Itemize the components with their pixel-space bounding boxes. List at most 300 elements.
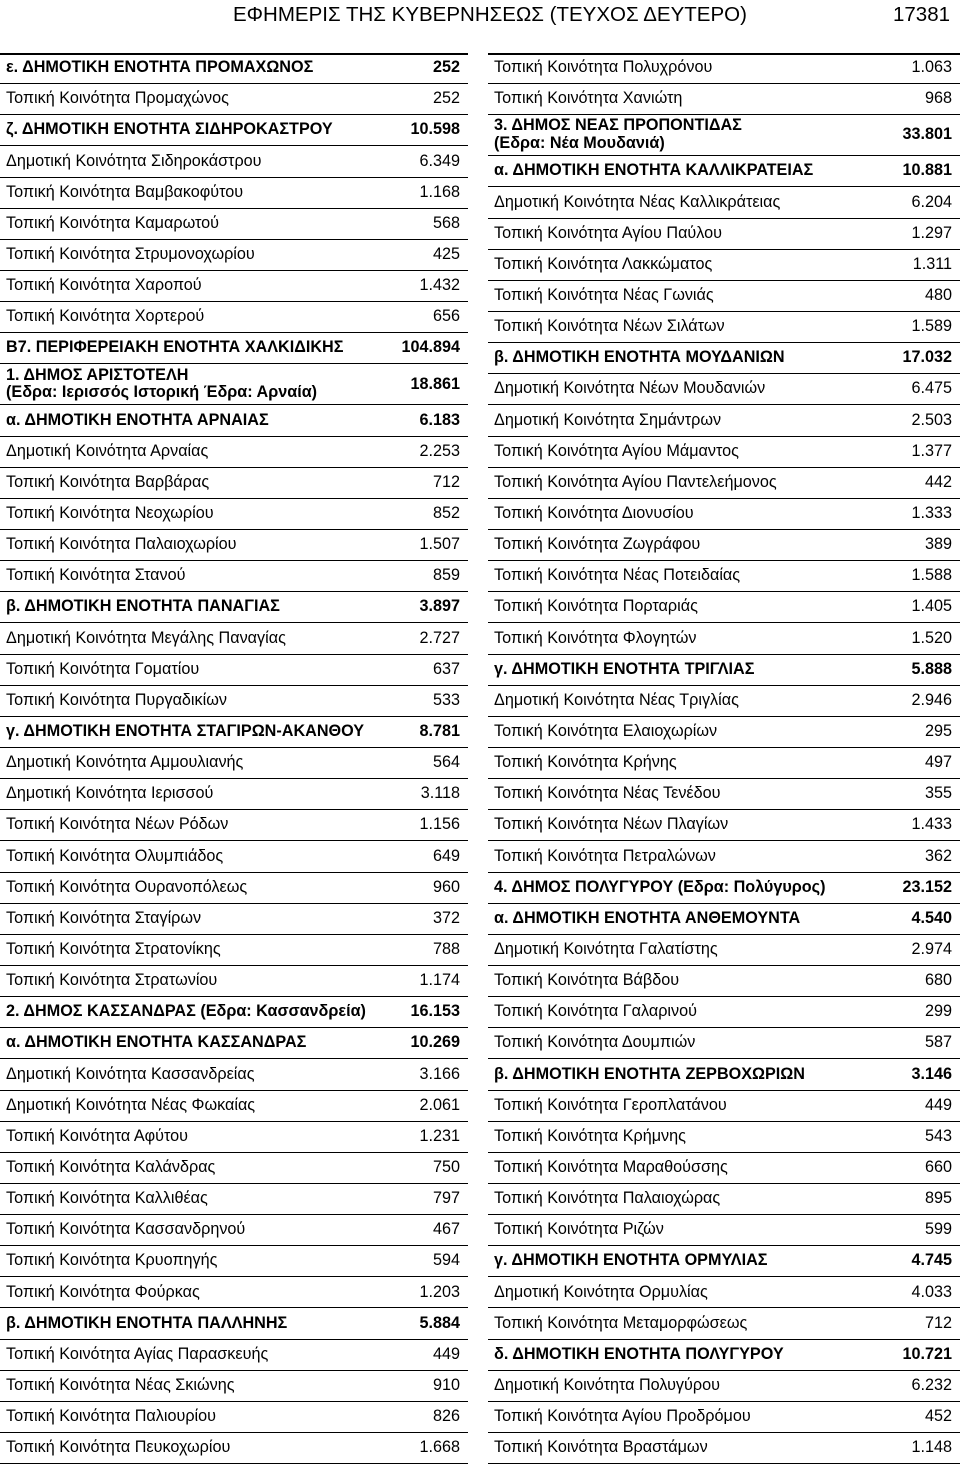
area-name (0, 810, 376, 841)
area-name-text: Τοπική Κοινότητα Παλαιοχωρίου (6, 535, 237, 554)
table-row (0, 467, 468, 498)
population-value: 5.888 (874, 654, 960, 685)
area-name (0, 716, 376, 747)
area-name-text: Δημοτική Κοινότητα Νέας Τριγλίας (494, 690, 739, 709)
table-row (0, 239, 468, 270)
population-value: 6.183 (376, 405, 468, 436)
population-value: 712 (874, 1308, 960, 1339)
area-name-text: β. ΔΗΜΟΤΙΚΗ ΕΝΟΤΗΤΑ ΠΑΛΛΗΝΗΣ (6, 1313, 288, 1332)
table-row (488, 467, 960, 498)
area-name (488, 1339, 874, 1370)
area-name (488, 1090, 874, 1121)
population-value: 299 (874, 997, 960, 1028)
area-name-text: Τοπική Κοινότητα Νέας Γωνιάς (494, 286, 714, 304)
table-row (488, 436, 960, 467)
area-name-text: Τοπική Κοινότητα Νέας Ποτειδαίας (494, 566, 741, 585)
table-row (0, 1433, 468, 1464)
table-row (0, 302, 468, 333)
area-name (488, 685, 874, 716)
table-row (0, 965, 468, 996)
population-value: 16.153 (376, 997, 468, 1028)
area-name (488, 592, 874, 623)
table-row (488, 405, 960, 436)
area-name (488, 841, 874, 872)
population-value: 3.146 (874, 1059, 960, 1090)
table-row (0, 1308, 468, 1339)
table-row (0, 1277, 468, 1308)
area-name (0, 1059, 376, 1090)
population-value: 656 (376, 302, 468, 333)
population-value: 599 (874, 1215, 960, 1246)
area-name (0, 529, 376, 560)
area-name (0, 1246, 376, 1277)
area-name (488, 1433, 874, 1464)
table-row (488, 529, 960, 560)
area-name (0, 84, 376, 115)
area-name (488, 1370, 874, 1401)
population-value: 1.520 (874, 623, 960, 654)
table-row (488, 1059, 960, 1090)
population-value: 1.405 (874, 592, 960, 623)
table-row (0, 779, 468, 810)
area-name-text: Τοπική Κοινότητα Παλιουρίου (6, 1407, 216, 1426)
table-row (0, 436, 468, 467)
table-row (0, 1090, 468, 1121)
area-name (488, 529, 874, 560)
population-value: 252 (376, 84, 468, 115)
table-row (0, 903, 468, 934)
area-name (488, 1215, 874, 1246)
population-value: 33.801 (874, 115, 960, 156)
population-value: 859 (376, 561, 468, 592)
table-row (0, 1339, 468, 1370)
table-row (0, 115, 468, 146)
area-name (488, 903, 874, 934)
area-name-text: α. ΔΗΜΟΤΙΚΗ ΕΝΟΤΗΤΑ ΚΑΛΛΙΚΡΑΤΕΙΑΣ (494, 161, 814, 180)
area-name-text: Τοπική Κοινότητα Ζωγράφου (494, 535, 701, 554)
population-value: 6.204 (874, 187, 960, 218)
table-row (488, 84, 960, 115)
area-name-text: Τοπική Κοινότητα Ελαιοχωρίων (494, 721, 718, 740)
table-row (0, 934, 468, 965)
population-value: 1.311 (874, 249, 960, 280)
table-row (488, 498, 960, 529)
area-name (0, 1370, 376, 1401)
area-name-text: Τοπική Κοινότητα Αγίας Παρασκευής (6, 1344, 269, 1363)
area-name (488, 249, 874, 280)
area-name (0, 934, 376, 965)
table-row (0, 654, 468, 685)
area-name-text: Τοπική Κοινότητα Αφύτου (6, 1126, 188, 1145)
area-name-text: Τοπική Κοινότητα Βαρβάρας (6, 472, 210, 491)
area-name-text: Τοπική Κοινότητα Πευκοχωρίου (6, 1438, 231, 1457)
gazette-title: ΕΦΗΜΕΡΙΣ ΤΗΣ ΚΥΒΕΡΝΗΣΕΩΣ (ΤΕΥΧΟΣ ΔΕΥΤΕΡΟ) (233, 3, 747, 26)
population-value: 4.540 (874, 903, 960, 934)
population-value: 5.884 (376, 1308, 468, 1339)
population-value: 1.333 (874, 498, 960, 529)
population-value: 10.598 (376, 115, 468, 146)
table-row (0, 716, 468, 747)
population-value: 649 (376, 841, 468, 872)
population-value: 712 (376, 467, 468, 498)
population-value: 17.032 (874, 343, 960, 374)
area-name-text: Τοπική Κοινότητα Βραστάμων (494, 1438, 708, 1457)
area-name-text: Δημοτική Κοινότητα Γαλατίστης (494, 939, 718, 958)
area-name-text: Τοπική Κοινότητα Προμαχώνος (6, 89, 229, 108)
area-name (0, 1090, 376, 1121)
area-name (488, 405, 874, 436)
population-value: 1.168 (376, 177, 468, 208)
area-name (488, 716, 874, 747)
table-row (0, 498, 468, 529)
table-row (488, 1401, 960, 1432)
page-number: 17381 (892, 3, 950, 26)
population-value: 1.063 (874, 53, 960, 84)
area-name (488, 1183, 874, 1214)
population-value: 568 (376, 208, 468, 239)
area-name (0, 623, 376, 654)
area-name (0, 467, 376, 498)
population-value: 594 (376, 1246, 468, 1277)
table-row (488, 810, 960, 841)
area-name (0, 872, 376, 903)
area-name (488, 1059, 874, 1090)
area-name (488, 218, 874, 249)
area-name (488, 53, 874, 84)
table-row (488, 1277, 960, 1308)
area-name-text: Τοπική Κοινότητα Χανιώτη (494, 89, 683, 108)
population-value: 362 (874, 841, 960, 872)
area-name-text: Τοπική Κοινότητα Γεροπλατάνου (494, 1095, 727, 1114)
population-value: 750 (376, 1152, 468, 1183)
area-name-text: Τοπική Κοινότητα Καμαρωτού (6, 213, 220, 232)
area-name-text: Δημοτική Κοινότητα Νέας Καλλικράτειας (494, 192, 781, 211)
table-row (0, 997, 468, 1028)
area-name (0, 592, 376, 623)
area-name-text: Τοπική Κοινότητα Νέας Σκιώνης (6, 1375, 235, 1394)
area-name (0, 1028, 376, 1059)
population-value: 6.475 (874, 374, 960, 405)
page-header (0, 0, 960, 30)
table-row (0, 1183, 468, 1214)
table-row (488, 280, 960, 311)
area-name-text: Τοπική Κοινότητα Διονυσίου (494, 503, 694, 522)
table-row (488, 249, 960, 280)
population-value: 10.721 (874, 1339, 960, 1370)
area-name (0, 1215, 376, 1246)
population-value: 587 (874, 1028, 960, 1059)
area-name (0, 208, 376, 239)
area-name (0, 1121, 376, 1152)
population-value: 2.061 (376, 1090, 468, 1121)
area-name (0, 115, 376, 146)
area-name-text: Δημοτική Κοινότητα Νέας Φωκαίας (6, 1095, 256, 1114)
population-value: 1.148 (874, 1433, 960, 1464)
area-name-text: Τοπική Κοινότητα Πετραλώνων (494, 846, 716, 865)
population-value: 10.881 (874, 156, 960, 187)
area-name (0, 1401, 376, 1432)
area-name-text: Τοπική Κοινότητα Κρυοπηγής (6, 1251, 218, 1270)
area-name-text: α. ΔΗΜΟΤΙΚΗ ΕΝΟΤΗΤΑ ΑΡΝΑΙΑΣ (6, 410, 269, 429)
area-name-text: 3. ΔΗΜΟΣ ΝΕΑΣ ΠΡΟΠΟΝΤΙΔΑΣ (494, 116, 742, 135)
area-name (0, 1308, 376, 1339)
column-top-rule (488, 53, 960, 55)
population-table-right (488, 53, 960, 1464)
area-name-text: Τοπική Κοινότητα Μαραθούσσης (494, 1157, 728, 1176)
area-name-text: Τοπική Κοινότητα Δουμπιών (494, 1033, 696, 1052)
table-row (488, 592, 960, 623)
table-row (0, 623, 468, 654)
population-value: 1.297 (874, 218, 960, 249)
population-value: 442 (874, 467, 960, 498)
area-name-text: Δημοτική Κοινότητα Αρναίας (6, 441, 209, 460)
population-value: 6.349 (376, 146, 468, 177)
area-name (488, 965, 874, 996)
area-name-text: Τοπική Κοινότητα Νέας Τενέδου (494, 784, 721, 803)
area-name (488, 1152, 874, 1183)
area-name (488, 374, 874, 405)
population-value: 1.668 (376, 1433, 468, 1464)
population-value: 1.231 (376, 1121, 468, 1152)
area-name-text: Τοπική Κοινότητα Νέων Ρόδων (6, 815, 229, 834)
table-row (0, 561, 468, 592)
area-name-text: ζ. ΔΗΜΟΤΙΚΗ ΕΝΟΤΗΤΑ ΣΙΔΗΡΟΚΑΣΤΡΟΥ (6, 120, 333, 139)
area-name (488, 187, 874, 218)
area-name-text: Τοπική Κοινότητα Κρήμνης (494, 1126, 686, 1145)
area-name-text: Τοπική Κοινότητα Γαλαρινού (494, 1002, 697, 1021)
table-row (488, 965, 960, 996)
area-name (0, 841, 376, 872)
table-row (488, 841, 960, 872)
area-name (488, 115, 874, 156)
area-name-text: γ. ΔΗΜΟΤΙΚΗ ΕΝΟΤΗΤΑ ΟΡΜΥΛΙΑΣ (494, 1251, 768, 1270)
population-value: 480 (874, 280, 960, 311)
table-row (0, 364, 468, 405)
population-value: 8.781 (376, 716, 468, 747)
population-value: 10.269 (376, 1028, 468, 1059)
table-row (488, 872, 960, 903)
area-name-text: α. ΔΗΜΟΤΙΚΗ ΕΝΟΤΗΤΑ ΚΑΣΣΑΝΔΡΑΣ (6, 1033, 307, 1052)
table-row (488, 1215, 960, 1246)
area-name-text: Τοπική Κοινότητα Ριζών (494, 1220, 664, 1239)
table-row (488, 115, 960, 156)
population-value: 3.166 (376, 1059, 468, 1090)
area-name (488, 872, 874, 903)
population-value: 355 (874, 779, 960, 810)
area-name-text: Δημοτική Κοινότητα Κασσανδρείας (6, 1064, 255, 1083)
table-row (488, 187, 960, 218)
area-name-text: Τοπική Κοινότητα Στανού (6, 566, 186, 585)
area-name (488, 747, 874, 778)
population-value: 4.745 (874, 1246, 960, 1277)
area-name (0, 53, 376, 84)
area-name-text: γ. ΔΗΜΟΤΙΚΗ ΕΝΟΤΗΤΑ ΣΤΑΓΙΡΩΝ-ΑΚΑΝΘΟΥ (6, 721, 365, 740)
area-name-text: 4. ΔΗΜΟΣ ΠΟΛΥΓΥΡΟΥ (Εδρα: Πολύγυρος) (494, 877, 826, 896)
table-row (488, 1246, 960, 1277)
population-value: 497 (874, 747, 960, 778)
table-row (488, 1028, 960, 1059)
table-row (488, 779, 960, 810)
area-name-text: Δημοτική Κοινότητα Σιδηροκάστρου (6, 151, 262, 170)
area-name (0, 779, 376, 810)
area-name-text: Τοπική Κοινότητα Βαμβακοφύτου (6, 182, 244, 201)
area-name-text: 2. ΔΗΜΟΣ ΚΑΣΣΑΝΔΡΑΣ (Εδρα: Κασσανδρεία) (6, 1002, 366, 1021)
population-value: 1.174 (376, 965, 468, 996)
table-row (488, 1370, 960, 1401)
area-name (0, 965, 376, 996)
area-name-text: Δημοτική Κοινότητα Αμμουλιανής (6, 753, 244, 772)
area-name-text: Δημοτική Κοινότητα Μεγάλης Παναγίας (6, 628, 286, 647)
area-name-text: Τοπική Κοινότητα Σταγίρων (6, 908, 202, 927)
area-name (488, 1401, 874, 1432)
area-name (488, 1308, 874, 1339)
population-value: 252 (376, 53, 468, 84)
table-row (0, 841, 468, 872)
table-row (0, 747, 468, 778)
table-row (488, 903, 960, 934)
population-value: 852 (376, 498, 468, 529)
table-row (0, 84, 468, 115)
area-name (488, 997, 874, 1028)
table-row (0, 146, 468, 177)
left-column (0, 53, 468, 1464)
area-name (0, 270, 376, 301)
area-name-text: Τοπική Κοινότητα Στρυμονοχωρίου (6, 245, 255, 263)
population-value: 1.433 (874, 810, 960, 841)
area-name-text: Δημοτική Κοινότητα Πολυγύρου (494, 1375, 720, 1394)
area-name-text: Τοπική Κοινότητα Αγίου Προδρόμου (494, 1407, 751, 1426)
area-name-text: Τοπική Κοινότητα Μεταμορφώσεως (494, 1313, 748, 1332)
area-name-text: Τοπική Κοινότητα Πυργαδικίων (6, 690, 227, 709)
area-name (488, 810, 874, 841)
area-name (488, 779, 874, 810)
table-row (488, 1183, 960, 1214)
area-name (0, 302, 376, 333)
population-value: 564 (376, 747, 468, 778)
area-name (0, 747, 376, 778)
table-row (488, 374, 960, 405)
area-name-text: Τοπική Κοινότητα Χορτερού (6, 307, 205, 326)
area-name-text: Δημοτική Κοινότητα Ορμυλίας (494, 1282, 708, 1301)
table-row (0, 1215, 468, 1246)
table-row (488, 997, 960, 1028)
area-name-text: Τοπική Κοινότητα Στρατονίκης (6, 939, 221, 958)
population-value: 449 (376, 1339, 468, 1370)
area-seat-text: (Εδρα: Ιερισσός Ιστορική Έδρα: Αρναία) (6, 383, 318, 402)
area-name (0, 1183, 376, 1214)
area-name-text: Τοπική Κοινότητα Στρατωνίου (6, 971, 218, 990)
table-row (0, 208, 468, 239)
area-name (0, 436, 376, 467)
area-name-text: Δημοτική Κοινότητα Νέων Μουδανιών (494, 379, 766, 398)
column-top-rule (0, 53, 468, 55)
table-row (0, 1028, 468, 1059)
area-name (0, 1433, 376, 1464)
population-value: 449 (874, 1090, 960, 1121)
area-name (488, 654, 874, 685)
area-name (488, 561, 874, 592)
table-row (488, 1152, 960, 1183)
table-row (488, 156, 960, 187)
table-row (488, 1433, 960, 1464)
area-name (0, 1152, 376, 1183)
area-name-text: Τοπική Κοινότητα Κρήνης (494, 753, 677, 772)
area-name (488, 1028, 874, 1059)
right-column (488, 53, 960, 1464)
table-row (0, 1059, 468, 1090)
population-value: 637 (376, 654, 468, 685)
area-name-text: Τοπική Κοινότητα Λακκώματος (494, 254, 713, 273)
area-name-text: Τοπική Κοινότητα Νεοχωρίου (6, 503, 214, 522)
area-name-text: Τοπική Κοινότητα Πορταριάς (494, 597, 698, 616)
area-name-text: Τοπική Κοινότητα Γοματίου (6, 659, 200, 678)
area-name (488, 1121, 874, 1152)
population-value: 1.432 (376, 270, 468, 301)
area-name-text: α. ΔΗΜΟΤΙΚΗ ΕΝΟΤΗΤΑ ΑΝΘΕΜΟΥΝΤΑ (494, 908, 801, 927)
area-name (488, 467, 874, 498)
area-name-text: Τοπική Κοινότητα Νέων Σιλάτων (494, 317, 725, 336)
area-name-text: Τοπική Κοινότητα Πολυχρόνου (494, 58, 713, 77)
population-value: 2.253 (376, 436, 468, 467)
area-name (0, 903, 376, 934)
area-name-text: β. ΔΗΜΟΤΙΚΗ ΕΝΟΤΗΤΑ ΖΕΡΒΟΧΩΡΙΩΝ (494, 1064, 805, 1083)
area-name (488, 436, 874, 467)
area-name-text: Β7. ΠΕΡΙΦΕΡΕΙΑΚΗ ΕΝΟΤΗΤΑ ΧΑΛΚΙΔΙΚΗΣ (6, 338, 344, 357)
area-name-text: Δημοτική Κοινότητα Σημάντρων (494, 410, 722, 429)
table-row (488, 623, 960, 654)
area-name-text: Τοπική Κοινότητα Καλάνδρας (6, 1157, 216, 1176)
table-row (488, 311, 960, 342)
population-value: 797 (376, 1183, 468, 1214)
area-name-text: γ. ΔΗΜΟΤΙΚΗ ΕΝΟΤΗΤΑ ΤΡΙΓΛΙΑΣ (494, 659, 755, 678)
population-value: 2.727 (376, 623, 468, 654)
population-value: 2.503 (874, 405, 960, 436)
population-value: 23.152 (874, 872, 960, 903)
table-row (0, 1401, 468, 1432)
table-row (0, 177, 468, 208)
population-value: 2.974 (874, 934, 960, 965)
table-row (0, 529, 468, 560)
population-value: 1.156 (376, 810, 468, 841)
population-value: 968 (874, 84, 960, 115)
area-name (0, 333, 376, 364)
area-name (488, 343, 874, 374)
area-name-text: Τοπική Κοινότητα Ουρανοπόλεως (6, 877, 248, 896)
population-value: 3.118 (376, 779, 468, 810)
table-row (0, 872, 468, 903)
table-row (488, 934, 960, 965)
population-value: 425 (376, 239, 468, 270)
population-value: 4.033 (874, 1277, 960, 1308)
table-row (488, 53, 960, 84)
table-row (488, 685, 960, 716)
population-value: 1.203 (376, 1277, 468, 1308)
area-name (488, 498, 874, 529)
area-name (488, 1277, 874, 1308)
area-name (0, 1277, 376, 1308)
table-row (488, 1339, 960, 1370)
area-name (0, 498, 376, 529)
population-value: 1.377 (874, 436, 960, 467)
population-value: 660 (874, 1152, 960, 1183)
area-name (0, 561, 376, 592)
area-name-text: 1. ΔΗΜΟΣ ΑΡΙΣΤΟΤΕΛΗ (6, 365, 189, 384)
population-value: 960 (376, 872, 468, 903)
population-value: 533 (376, 685, 468, 716)
table-row (0, 810, 468, 841)
area-name (0, 177, 376, 208)
area-name-text: Τοπική Κοινότητα Νέων Πλαγίων (494, 815, 729, 834)
